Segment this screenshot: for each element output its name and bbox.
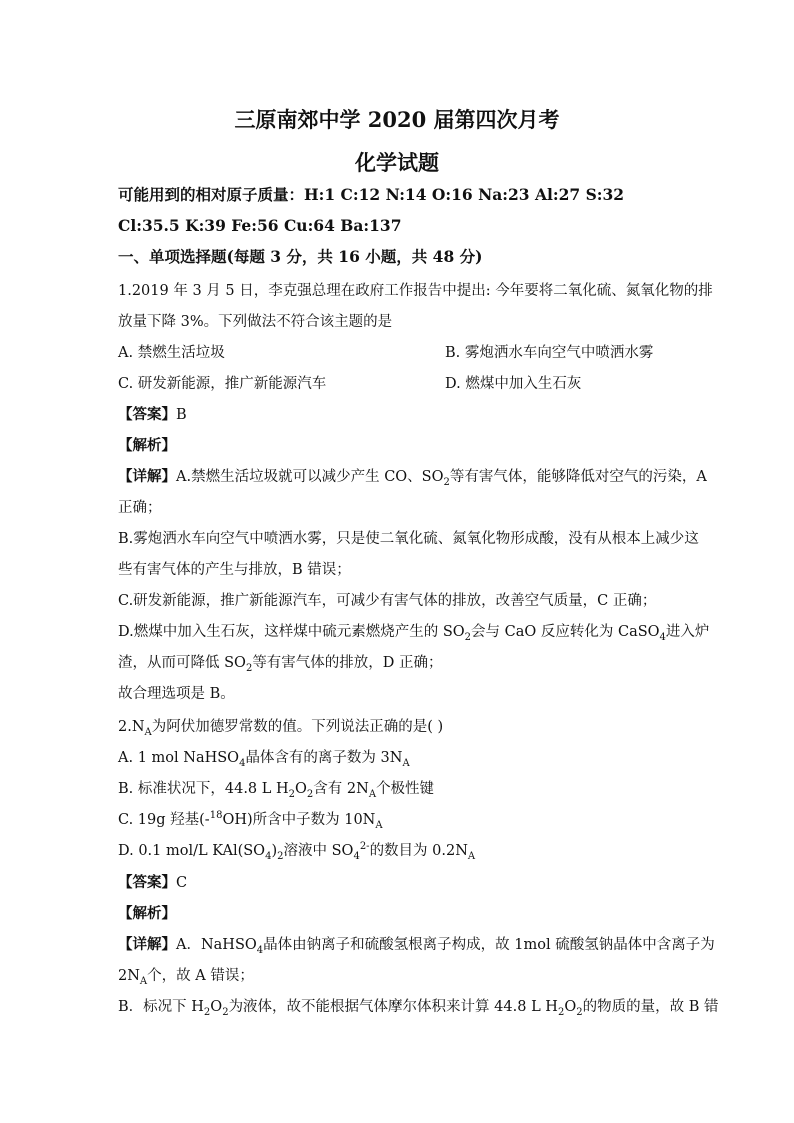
text: A．NaHSO: [176, 937, 257, 953]
text: 含有 2N: [313, 781, 369, 797]
subscript: 2: [277, 850, 284, 862]
q1-stem-line-2: 放量下降 3%。下列做法不符合该主题的是: [118, 314, 393, 330]
text: ): [271, 843, 278, 859]
exam-title: 三原南郊中学 2020 届第四次月考: [234, 107, 560, 132]
q1-option-b: B. 雾炮洒水车向空气中喷洒水雾: [445, 345, 654, 361]
text: A. 1 mol NaHSO: [118, 750, 240, 766]
q1-detail-line-4: 些有害气体的产生与排放，B 错误；: [118, 562, 351, 578]
text: 个，故 A 错误；: [147, 968, 254, 984]
subscript: 4: [265, 850, 272, 862]
text: 为液体，故不能根据气体摩尔体积来计算 44.8 L H: [228, 999, 558, 1015]
subscript: 2: [288, 788, 296, 800]
subscript: 2: [557, 1006, 565, 1018]
q1-option-c: C. 研发新能源，推广新能源汽车: [118, 376, 327, 392]
atomic-masses-line-1: 可能用到的相对原子质量：H:1 C:12 N:14 O:16 Na:23 Al:27 S:32: [118, 185, 625, 204]
superscript: 18: [209, 810, 223, 822]
text: 溶液中 SO: [283, 843, 354, 859]
q2-option-c: [118, 810, 383, 830]
superscript: 2-: [359, 841, 370, 853]
text: 晶体含有的离子数为 3N: [245, 750, 403, 766]
text: C. 19g 羟基(-: [118, 812, 210, 828]
q1-detail-line-7: [118, 653, 443, 673]
text: O: [564, 999, 577, 1015]
section-heading: 一、单项选择题(每题 3 分，共 16 小题，共 48 分): [118, 247, 483, 266]
text: D.燃煤中加入生石灰，这样煤中硫元素燃烧产生的 SO: [118, 624, 465, 640]
text: 的物质的量，故 B 错: [582, 999, 719, 1015]
q1-answer: [118, 405, 187, 425]
text: D. 0.1 mol/L KAl(SO: [118, 843, 266, 859]
q2-option-d: [118, 841, 475, 861]
subscript: A: [139, 975, 148, 987]
q2-option-b: [118, 779, 434, 799]
q2-detail-line-2: [118, 966, 254, 986]
text: 晶体由钠离子和硫酸氢根离子构成，故 1mol 硫酸氢钠晶体中含离子为: [263, 937, 715, 953]
text: 为阿伏加德罗常数的值。下列说法正确的是( ): [151, 719, 444, 735]
q1-option-a: A. 禁燃生活垃圾: [118, 345, 225, 361]
q1-analysis-tag: [118, 436, 176, 456]
text: O: [210, 999, 223, 1015]
atomic-masses-line-2: Cl:35.5 K:39 Fe:56 Cu:64 Ba:137: [118, 216, 402, 235]
q2-detail-line-3: [118, 997, 718, 1017]
q1-detail-line-1: [118, 467, 707, 487]
text: 渣，从而可降低 SO: [118, 655, 246, 671]
subscript: 4: [239, 757, 246, 769]
text: O: [295, 781, 307, 797]
q1-option-d: D. 燃煤中加入生石灰: [445, 376, 582, 392]
analysis-tag: 【解析】: [118, 905, 176, 922]
text: 2N: [118, 968, 140, 984]
subscript: 2: [222, 1006, 229, 1018]
q1-stem-line-1: 1.2019 年 3 月 5 日，李克强总理在政府工作报告中提出: 今年要将二氧化硫、氮氧化物的排: [118, 283, 713, 299]
q1-detail-line-8: 故合理选项是 B。: [118, 686, 235, 702]
answer-value: C: [176, 875, 188, 891]
detail-tag: 【详解】: [118, 468, 176, 485]
subscript: 2: [576, 1006, 583, 1018]
text: 会与 CaO 反应转化为 CaSO: [471, 624, 660, 640]
analysis-tag: 【解析】: [118, 437, 176, 454]
subscript: A: [375, 819, 383, 831]
q1-detail-line-2: 正确；: [118, 500, 162, 516]
q2-answer: [118, 873, 187, 893]
q1-detail-line-5: C.研发新能源，推广新能源汽车，可减少有害气体的排放，改善空气质量，C 正确；: [118, 593, 657, 609]
subscript: 4: [353, 850, 360, 862]
subscript: A: [144, 726, 152, 738]
q2-detail-line-1: [118, 935, 715, 955]
subscript: 4: [256, 944, 264, 956]
answer-tag: 【答案】: [118, 874, 176, 891]
text: 的数目为 0.2N: [369, 843, 468, 859]
subscript: 2: [306, 788, 314, 800]
q2-option-a: [118, 748, 410, 768]
detail-tag: 【详解】: [118, 936, 176, 953]
subscript: 2: [203, 1006, 211, 1018]
q1-detail-line-3: B.雾炮洒水车向空气中喷洒水雾，只是使二氧化硫、氮氧化物形成酸，没有从根本上减少这: [118, 531, 699, 547]
text: B. 标准状况下，44.8 L H: [118, 781, 289, 797]
q2-analysis-tag: [118, 904, 176, 924]
exam-subtitle: 化学试题: [355, 150, 439, 175]
subscript: A: [368, 788, 377, 800]
text: 进入炉: [665, 624, 710, 640]
text: 2.N: [118, 719, 145, 735]
subscript: 2: [464, 631, 472, 643]
answer-tag: 【答案】: [118, 406, 176, 423]
text: OH)所含中子数为 10N: [222, 812, 376, 828]
q1-detail-line-6: [118, 622, 709, 642]
subscript: 2: [245, 662, 253, 674]
subscript: A: [467, 850, 476, 862]
subscript: 4: [659, 631, 666, 643]
subscript: A: [402, 757, 410, 769]
text: 个极性键: [376, 781, 435, 797]
text: A.禁燃生活垃圾就可以减少产生 CO、SO: [176, 469, 444, 485]
q2-stem: [118, 717, 443, 737]
text: 等有害气体的排放，D 正确；: [252, 655, 443, 671]
subscript: 2: [443, 476, 450, 488]
answer-value: B: [176, 407, 187, 423]
text: 等有害气体，能够降低对空气的污染，A: [449, 469, 707, 485]
text: B．标况下 H: [118, 999, 204, 1015]
